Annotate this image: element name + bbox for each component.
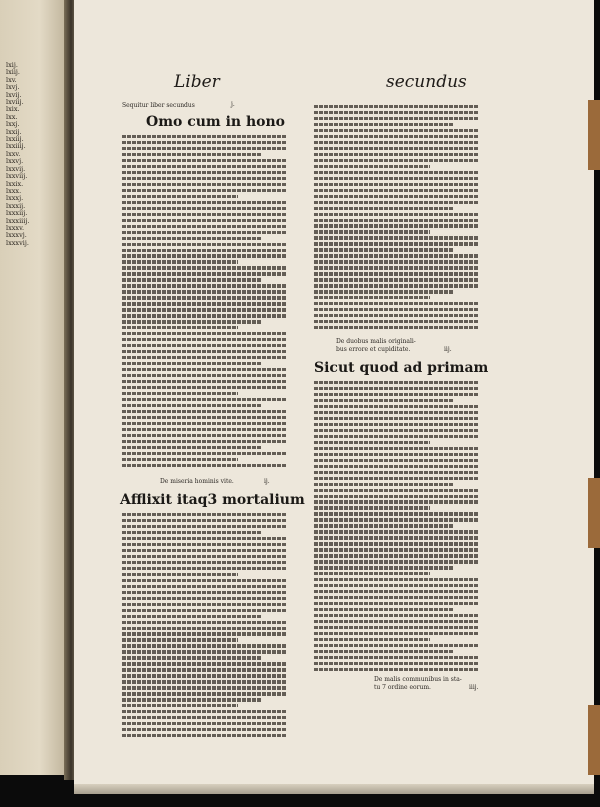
text-line bbox=[314, 189, 479, 192]
text-line bbox=[314, 536, 479, 539]
text-line bbox=[122, 404, 262, 407]
chapter-opening-3: Sicut quod ad primam bbox=[314, 360, 489, 376]
text-line bbox=[122, 434, 287, 437]
text-line bbox=[314, 560, 479, 563]
chapter-number-2: ij. bbox=[264, 478, 270, 485]
text-line bbox=[314, 548, 479, 551]
text-line bbox=[314, 596, 479, 599]
text-line bbox=[122, 249, 287, 252]
index-entry: lxxiij. bbox=[6, 135, 24, 144]
text-line bbox=[122, 254, 287, 257]
incipit-line: Sequitur liber secundus bbox=[122, 102, 195, 109]
text-line bbox=[122, 632, 287, 635]
text-line bbox=[314, 320, 479, 323]
text-line bbox=[122, 638, 238, 641]
text-line bbox=[314, 453, 479, 456]
text-line bbox=[314, 290, 454, 293]
left-page-index bbox=[6, 62, 36, 247]
text-line bbox=[314, 608, 454, 611]
text-line bbox=[314, 524, 454, 527]
text-line bbox=[122, 368, 287, 371]
text-line bbox=[314, 230, 430, 233]
text-line bbox=[314, 123, 454, 126]
text-line bbox=[314, 590, 479, 593]
text-line bbox=[314, 417, 479, 420]
chapter-opening-2: Afflixit itaq3 mortalium bbox=[120, 492, 305, 508]
text-line bbox=[314, 441, 430, 444]
index-entry: lxviij. bbox=[6, 98, 24, 107]
text-line bbox=[314, 614, 479, 617]
text-line bbox=[314, 381, 479, 384]
text-line bbox=[122, 398, 287, 401]
text-line bbox=[122, 201, 287, 204]
text-line bbox=[314, 201, 479, 204]
text-line bbox=[314, 260, 479, 263]
text-line bbox=[122, 597, 287, 600]
index-entry: lxx. bbox=[6, 112, 18, 121]
chapter-heading-note-2: De duobus malis originali- bbox=[336, 338, 416, 345]
text-line bbox=[314, 495, 479, 498]
text-line bbox=[314, 584, 479, 587]
text-line bbox=[122, 674, 287, 677]
text-line bbox=[314, 399, 454, 402]
text-line bbox=[122, 579, 287, 582]
text-line bbox=[122, 177, 287, 180]
index-entry: lxxxv. bbox=[6, 223, 25, 232]
text-line bbox=[122, 549, 287, 552]
text-line bbox=[122, 644, 287, 647]
index-entry: lxxxij. bbox=[6, 201, 26, 210]
text-line bbox=[314, 668, 479, 671]
index-entry: lxij. bbox=[6, 61, 18, 69]
text-line bbox=[122, 380, 287, 383]
text-line bbox=[122, 710, 287, 713]
text-line bbox=[314, 254, 479, 257]
text-line bbox=[122, 609, 287, 612]
running-head-right: secundus bbox=[386, 72, 467, 92]
text-line bbox=[314, 308, 479, 311]
text-line bbox=[314, 572, 430, 575]
text-line bbox=[122, 686, 287, 689]
chapter-number-4: iiij. bbox=[469, 684, 479, 691]
text-line bbox=[122, 392, 238, 395]
text-line bbox=[122, 567, 287, 570]
chapter-heading-note-3b: tu 7 ordine eorum. bbox=[374, 684, 431, 691]
index-entry: lxxx. bbox=[6, 186, 22, 195]
page-edge bbox=[74, 784, 594, 794]
binding-strap bbox=[588, 100, 600, 170]
index-entry: lxxv. bbox=[6, 149, 21, 158]
index-entry: lxxvij. bbox=[6, 164, 26, 173]
text-line bbox=[314, 530, 479, 533]
text-line bbox=[122, 458, 238, 461]
text-line bbox=[122, 338, 287, 341]
text-line bbox=[122, 213, 287, 216]
text-line bbox=[122, 428, 287, 431]
text-line bbox=[122, 171, 287, 174]
binding-strap bbox=[588, 478, 600, 548]
text-line bbox=[122, 440, 287, 443]
index-entry: lxv. bbox=[6, 75, 17, 84]
text-line bbox=[122, 650, 287, 653]
text-line bbox=[122, 615, 262, 618]
index-entry: lxxviij. bbox=[6, 172, 28, 181]
text-line bbox=[314, 620, 479, 623]
text-line bbox=[122, 603, 287, 606]
text-line bbox=[122, 183, 287, 186]
index-entry: lxxxj. bbox=[6, 194, 24, 203]
text-line bbox=[314, 296, 430, 299]
index-entry: lxxj. bbox=[6, 120, 20, 129]
section-number: j. bbox=[231, 101, 235, 108]
chapter-heading-note-2b: bus errore et cupiditate. bbox=[336, 346, 411, 353]
text-line bbox=[122, 374, 287, 377]
text-line bbox=[314, 219, 479, 222]
text-line bbox=[122, 344, 287, 347]
text-line bbox=[314, 477, 479, 480]
text-line bbox=[314, 447, 479, 450]
text-line bbox=[314, 566, 454, 569]
text-line bbox=[314, 644, 479, 647]
text-column-left-1 bbox=[122, 132, 287, 468]
text-line bbox=[122, 332, 287, 335]
text-line bbox=[122, 722, 287, 725]
text-line bbox=[314, 129, 479, 132]
text-line bbox=[122, 278, 262, 281]
text-line bbox=[122, 219, 287, 222]
text-line bbox=[314, 248, 454, 251]
text-line bbox=[314, 602, 479, 605]
index-entry: lxxxiiij. bbox=[6, 216, 30, 225]
text-line bbox=[314, 554, 479, 557]
text-line bbox=[314, 465, 479, 468]
text-line bbox=[314, 224, 479, 227]
text-line bbox=[314, 213, 479, 216]
index-entry: lxxiiij. bbox=[6, 142, 26, 151]
text-line bbox=[122, 153, 262, 156]
text-line bbox=[314, 272, 479, 275]
text-line bbox=[314, 512, 479, 515]
text-line bbox=[122, 561, 287, 564]
text-line bbox=[314, 302, 479, 305]
text-line bbox=[122, 452, 287, 455]
text-line bbox=[314, 387, 479, 390]
text-line bbox=[122, 243, 287, 246]
binding-strap bbox=[588, 705, 600, 775]
text-line bbox=[122, 260, 238, 263]
chapter-number-3: iij. bbox=[444, 346, 452, 353]
text-line bbox=[122, 165, 287, 168]
text-line bbox=[314, 489, 479, 492]
text-line bbox=[122, 464, 287, 467]
index-entry: lxvij. bbox=[6, 90, 22, 99]
chapter-heading-note-3: De malis communibus in sta- bbox=[374, 676, 462, 683]
text-line bbox=[314, 278, 479, 281]
index-entry: lxvj. bbox=[6, 83, 20, 92]
running-head-left: Liber bbox=[174, 72, 220, 92]
text-line bbox=[314, 165, 430, 168]
text-line bbox=[122, 627, 287, 630]
text-line bbox=[314, 141, 479, 144]
text-column-right-1 bbox=[314, 102, 479, 334]
index-entry: lxxix. bbox=[6, 179, 24, 188]
text-line bbox=[122, 513, 287, 516]
text-line bbox=[122, 326, 238, 329]
text-line bbox=[314, 632, 479, 635]
text-line bbox=[314, 207, 454, 210]
text-line bbox=[122, 302, 287, 305]
text-line bbox=[122, 320, 262, 323]
text-line bbox=[314, 236, 479, 239]
text-line bbox=[122, 350, 287, 353]
text-line bbox=[314, 159, 479, 162]
text-line bbox=[314, 266, 479, 269]
text-line bbox=[314, 638, 430, 641]
text-line bbox=[122, 147, 287, 150]
text-line bbox=[122, 531, 262, 534]
text-line bbox=[314, 518, 479, 521]
text-line bbox=[314, 105, 479, 108]
index-entry: lxix. bbox=[6, 105, 20, 114]
text-line bbox=[122, 290, 287, 293]
chapter-heading-note-1: De miseria hominis vite. bbox=[160, 478, 234, 485]
text-line bbox=[122, 308, 287, 311]
text-line bbox=[122, 680, 287, 683]
text-line bbox=[314, 117, 479, 120]
text-line bbox=[122, 195, 238, 198]
text-line bbox=[122, 573, 238, 576]
text-line bbox=[122, 189, 287, 192]
text-line bbox=[314, 423, 479, 426]
text-line bbox=[122, 537, 287, 540]
text-line bbox=[122, 734, 287, 737]
text-line bbox=[122, 207, 287, 210]
text-line bbox=[122, 668, 287, 671]
text-line bbox=[122, 716, 287, 719]
text-line bbox=[122, 141, 287, 144]
chapter-opening-1: Omo cum in hono bbox=[146, 114, 286, 130]
text-line bbox=[122, 314, 287, 317]
text-line bbox=[314, 578, 479, 581]
text-line bbox=[314, 147, 479, 150]
text-line bbox=[314, 153, 479, 156]
text-line bbox=[314, 177, 479, 180]
text-line bbox=[314, 650, 454, 653]
text-line bbox=[122, 231, 287, 234]
index-entry: lxxxvij. bbox=[6, 238, 29, 247]
text-line bbox=[122, 362, 262, 365]
text-column-left-2 bbox=[122, 510, 287, 738]
text-line bbox=[122, 585, 287, 588]
index-entry: lxxxiij. bbox=[6, 209, 28, 218]
text-line bbox=[314, 171, 479, 174]
text-line bbox=[314, 471, 479, 474]
index-entry: lxiij. bbox=[6, 68, 20, 77]
text-line bbox=[122, 656, 262, 659]
text-line bbox=[122, 284, 287, 287]
text-line bbox=[122, 692, 287, 695]
text-line bbox=[314, 435, 479, 438]
text-line bbox=[314, 662, 479, 665]
text-line bbox=[314, 429, 479, 432]
text-line bbox=[314, 483, 454, 486]
text-line bbox=[122, 266, 287, 269]
text-line bbox=[314, 411, 479, 414]
text-line bbox=[314, 542, 479, 545]
text-line bbox=[122, 446, 262, 449]
text-line bbox=[314, 326, 479, 329]
text-line bbox=[122, 591, 287, 594]
text-line bbox=[122, 416, 287, 419]
text-line bbox=[122, 519, 287, 522]
text-line bbox=[122, 543, 287, 546]
text-line bbox=[122, 555, 287, 558]
text-line bbox=[122, 422, 287, 425]
text-column-right-2 bbox=[314, 378, 479, 674]
text-line bbox=[122, 237, 262, 240]
text-line bbox=[314, 459, 479, 462]
text-line bbox=[314, 405, 479, 408]
index-entry: lxxxvj. bbox=[6, 231, 27, 240]
text-line bbox=[314, 195, 479, 198]
text-line bbox=[314, 500, 479, 503]
index-entry: lxxvj. bbox=[6, 157, 24, 166]
text-line bbox=[122, 410, 287, 413]
text-line bbox=[122, 728, 287, 731]
text-line bbox=[314, 111, 479, 114]
text-line bbox=[122, 272, 287, 275]
text-line bbox=[314, 284, 479, 287]
text-line bbox=[122, 296, 287, 299]
text-line bbox=[314, 393, 479, 396]
text-line bbox=[314, 656, 479, 659]
text-line bbox=[122, 525, 287, 528]
text-line bbox=[314, 183, 479, 186]
text-line bbox=[314, 242, 479, 245]
text-line bbox=[122, 225, 287, 228]
index-entry: lxxij. bbox=[6, 127, 22, 136]
text-line bbox=[314, 314, 479, 317]
right-page bbox=[74, 0, 594, 790]
text-line bbox=[122, 662, 287, 665]
text-line bbox=[314, 135, 479, 138]
text-line bbox=[122, 621, 287, 624]
text-line bbox=[122, 135, 287, 138]
text-line bbox=[122, 356, 287, 359]
text-line bbox=[122, 159, 287, 162]
text-line bbox=[122, 386, 287, 389]
text-line bbox=[122, 704, 238, 707]
left-page bbox=[0, 0, 72, 775]
text-line bbox=[122, 698, 262, 701]
text-line bbox=[314, 626, 479, 629]
text-line bbox=[314, 506, 430, 509]
